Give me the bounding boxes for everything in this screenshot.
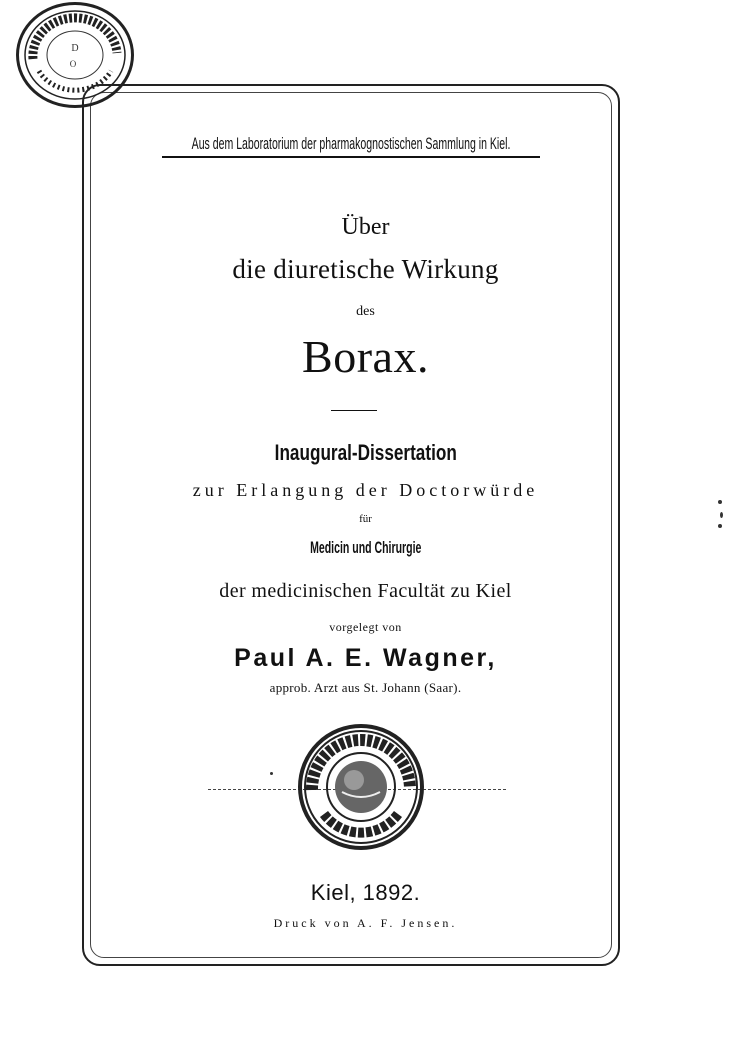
author-info: approb. Arzt aus St. Johann (Saar). xyxy=(269,680,462,695)
title-line-1: Über xyxy=(341,214,390,240)
institute-text: Aus dem Laboratorium der pharmakognostischen Sammlung in Kiel. xyxy=(191,134,511,153)
library-stamp-bottom-icon xyxy=(298,724,424,850)
speck-mark xyxy=(718,500,722,504)
title-divider xyxy=(331,410,377,411)
printer-line: Druck von A. F. Jensen. xyxy=(273,916,458,930)
author-name: Paul A. E. Wagner, xyxy=(234,644,497,672)
speck-mark xyxy=(270,772,273,775)
main-title: Borax. xyxy=(302,331,429,382)
svg-text:D: D xyxy=(71,43,79,54)
field-line xyxy=(0,538,731,558)
degree-heading xyxy=(0,440,731,466)
field-text: Medicin und Chirurgie xyxy=(309,538,422,557)
speck-mark xyxy=(718,524,722,528)
degree-heading-text: Inaugural-Dissertation xyxy=(274,440,457,465)
faculty-line: der medicinischen Facultät zu Kiel xyxy=(219,580,512,602)
institute-line xyxy=(162,134,540,158)
place-year: Kiel, 1892. xyxy=(310,880,421,905)
fuer-line: für xyxy=(359,513,372,525)
speck-mark xyxy=(720,512,723,518)
title-line-2: die diuretische Wirkung xyxy=(232,254,499,284)
svg-text:O: O xyxy=(69,59,77,69)
presented-by-line: vorgelegt von xyxy=(329,620,402,634)
library-stamp-top-icon xyxy=(16,2,134,108)
purpose-line: zur Erlangung der Doctorwürde xyxy=(192,480,539,500)
title-line-3: des xyxy=(356,304,375,319)
